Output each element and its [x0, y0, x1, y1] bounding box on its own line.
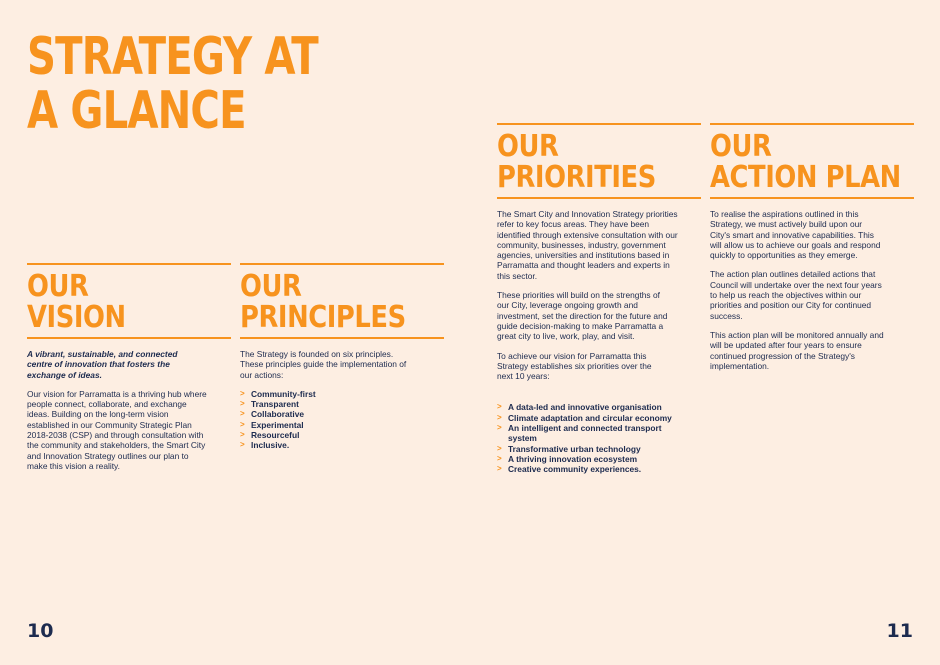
- principles-heading-line-1: OUR: [240, 269, 302, 304]
- page-title-line-1: STRATEGY AT: [27, 27, 318, 87]
- chevron-right-icon: >: [240, 409, 245, 419]
- list-item: > Community-first: [240, 388, 316, 399]
- chevron-right-icon: >: [240, 399, 245, 409]
- divider: [27, 337, 231, 339]
- divider: [710, 197, 914, 199]
- vision-heading-line-2: VISION: [27, 300, 126, 335]
- priorities-heading-line-1: OUR: [497, 129, 559, 164]
- chevron-right-icon: >: [497, 464, 502, 474]
- principles-section: [240, 263, 444, 451]
- list-item: > Collaborative: [240, 409, 305, 420]
- vision-statement: A vibrant, sustainable, and connected centre of innovation that fosters the exchange of ideas.: [27, 349, 178, 380]
- principles-heading: [240, 271, 415, 333]
- action-plan-paragraph: The action plan outlines detailed actions that Council will undertake over the next four years to help us reach the objectives within our priorities and position our City for continued success.: [710, 269, 882, 321]
- divider: [240, 263, 444, 265]
- list-item: > Creative community experiences.: [497, 464, 642, 475]
- chevron-right-icon: >: [497, 412, 502, 422]
- chevron-right-icon: >: [497, 423, 502, 433]
- vision-heading-line-1: OUR: [27, 269, 89, 304]
- list-item: > Transparent: [240, 399, 299, 410]
- vision-body: Our vision for Parramatta is a thriving hub where people connect, collaborate, and exchange ideas. Building on the long-term vision established in our Community Strategic Plan 2018-2038 (CSP) and through consultation with the community and stakeholders, the Smart City and Innovation Strategy outlines our plan to make this vision a reality.: [27, 388, 207, 471]
- divider: [27, 263, 231, 265]
- list-item: > Inclusive.: [240, 440, 290, 451]
- divider: [497, 123, 701, 125]
- list-item: > An intelligent and connected transport system: [497, 423, 662, 444]
- page-title-line-2: A GLANCE: [27, 81, 246, 141]
- principles-heading-line-2: PRINCIPLES: [240, 300, 406, 335]
- divider: [497, 197, 701, 199]
- list-item: > A thriving innovation ecosystem: [497, 453, 638, 464]
- action-plan-heading-line-1: OUR: [710, 129, 772, 164]
- chevron-right-icon: >: [497, 453, 502, 463]
- list-item: > Resourceful: [240, 430, 300, 441]
- action-plan-heading: [710, 129, 901, 195]
- page-number-right: 11: [886, 620, 913, 642]
- action-plan-heading-line-2: ACTION PLAN: [710, 160, 901, 195]
- priorities-heading-line-2: PRIORITIES: [497, 160, 656, 195]
- list-item: > Experimental: [240, 419, 304, 430]
- list-item: > Transformative urban technology: [497, 443, 641, 454]
- action-plan-paragraph: To realise the aspirations outlined in this Strategy, we must actively build upon our City's smart and innovative capabilities. This will allow us to achieve our goals and respond quickly to opportunities as they emerge.: [710, 209, 881, 261]
- divider: [240, 337, 444, 339]
- list-item: > A data-led and innovative organisation: [497, 402, 662, 413]
- priorities-list: [497, 402, 687, 474]
- action-plan-section: [710, 123, 914, 380]
- chevron-right-icon: >: [497, 402, 502, 412]
- page-title: [27, 27, 318, 141]
- priorities-heading: [497, 131, 672, 193]
- chevron-right-icon: >: [240, 430, 245, 440]
- priorities-paragraph: These priorities will build on the strengths of our City, leverage ongoing growth and investment, set the direction for the future and guide decision-making to make Parramatta a great city to live, work, play, and visit.: [497, 290, 668, 342]
- priorities-paragraph: To achieve our vision for Parramatta this Strategy establishes six priorities over the next 10 years:: [497, 350, 652, 382]
- principles-list: [240, 389, 444, 451]
- principles-intro: The Strategy is founded on six principles. These principles guide the implementation of our actions:: [240, 349, 407, 380]
- chevron-right-icon: >: [497, 443, 502, 453]
- list-item: > Climate adaptation and circular economy: [497, 412, 672, 423]
- priorities-section: [497, 123, 701, 475]
- vision-heading: [27, 271, 202, 333]
- chevron-right-icon: >: [240, 419, 245, 429]
- vision-section: [27, 263, 231, 480]
- action-plan-paragraph: This action plan will be monitored annually and will be updated after four years to ensure continued progression of the Strategy's implementation.: [710, 329, 884, 371]
- priorities-paragraph: The Smart City and Innovation Strategy priorities refer to key focus areas. They have been identified through extensive consultation with our community, businesses, industry, government agencies, universities and institutions based in Parramatta and thought leaders and experts in this sector.: [497, 209, 678, 281]
- chevron-right-icon: >: [240, 388, 245, 398]
- page-number-left: 10: [27, 620, 54, 642]
- divider: [710, 123, 914, 125]
- chevron-right-icon: >: [240, 440, 245, 450]
